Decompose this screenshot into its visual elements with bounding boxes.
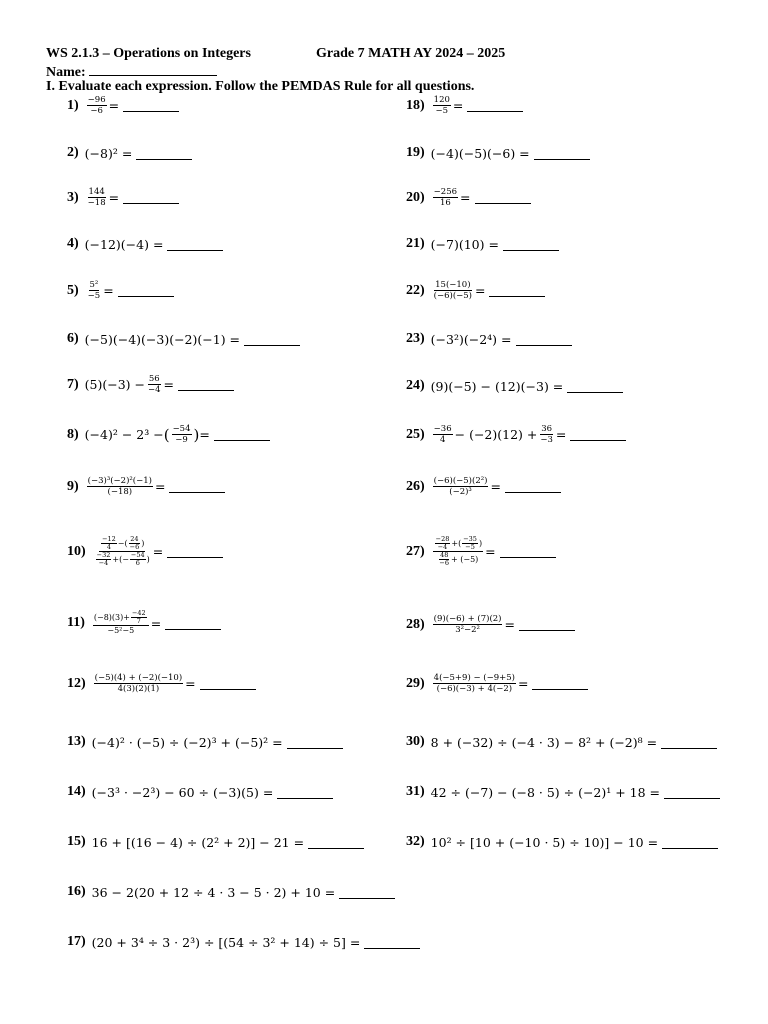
answer-blank[interactable] <box>567 380 623 393</box>
problem-1: 1) $\frac{-96}{-6}$ = <box>67 95 179 116</box>
problem-24: 24) (9)(−5) − (12)(−3) = <box>406 378 623 394</box>
answer-blank[interactable] <box>570 428 626 441</box>
answer-blank[interactable] <box>244 333 300 346</box>
problem-3: 3) $\frac{144}{-18}$ = <box>67 187 179 208</box>
worksheet-title: WS 2.1.3 – Operations on Integers <box>46 46 251 61</box>
answer-blank[interactable] <box>123 191 179 204</box>
expression: (−3³ · −2³) − 60 ÷ (−3)(5) = <box>91 784 274 800</box>
fraction: $\frac{15(-10)}{(-6)(-5)}$ <box>433 280 472 301</box>
complex-fraction: −28 −4 + ( $\frac{-35}{-5}$ ) 48 −6 + (−5) <box>433 536 483 567</box>
expression: 42 ÷ (−7) − (−8 · 5) ÷ (−2)¹ + 18 = <box>430 784 661 800</box>
fraction: $\frac{4(-5+9) - (-9+5)}{(-6)(-3) + 4(-2)}$ <box>433 673 515 694</box>
problem-23: 23) (−3²)(−2⁴) = <box>406 331 572 347</box>
problem-number: 1) <box>67 97 79 113</box>
problem-20: 20) $\frac{-256}{16}$ = <box>406 187 531 208</box>
expression: (−3²)(−2⁴) = <box>430 331 512 347</box>
answer-blank[interactable] <box>664 786 720 799</box>
answer-blank[interactable] <box>662 836 718 849</box>
answer-blank[interactable] <box>178 378 234 391</box>
problem-5: 5) $\frac{\text{5²}}{-5}$ = <box>67 280 174 301</box>
fraction: $\frac{56}{-4}$ <box>148 374 161 395</box>
expression: (−7)(10) = <box>430 236 499 252</box>
answer-blank[interactable] <box>123 99 179 112</box>
answer-blank[interactable] <box>167 238 223 251</box>
problem-26: 26) $\frac{\text{(−6)(−5)(2²)}}{\text{(−2)³}}$ = <box>406 476 561 497</box>
name-line: Name: <box>46 63 217 81</box>
answer-blank[interactable] <box>277 786 333 799</box>
fraction: $\frac{\text{(−3)³(−2)²(−1)}}{(-18)}$ <box>87 476 152 497</box>
expression: (−12)(−4) = <box>84 236 164 252</box>
answer-blank[interactable] <box>287 736 343 749</box>
answer-blank[interactable] <box>519 618 575 631</box>
answer-blank[interactable] <box>167 545 223 558</box>
fraction: $\frac{(9)(-6) + (7)(2)}{\text{3²−2²}}$ <box>433 614 502 635</box>
complex-fraction: (−8)(3)+ $\frac{-42}{7}$ −5²−5 <box>93 610 149 636</box>
instruction: I. Evaluate each expression. Follow the PEMDAS Rule for all questions. <box>46 79 475 94</box>
answer-blank[interactable] <box>467 99 523 112</box>
name-label: Name <box>46 65 81 80</box>
problem-8: 8) (−4)² − 2³ − ( −54 −9 ) = <box>67 424 270 445</box>
answer-blank[interactable] <box>339 886 395 899</box>
problem-10: 10) −12 4 − ( $\frac{24}{-6}$ ) −32 −4 + ( − $\frac{-54}{6}$ ) = <box>67 536 223 567</box>
fraction: −54 −9 <box>172 424 191 445</box>
expression: (20 + 3⁴ ÷ 3 · 2³) ÷ [(54 ÷ 3² + 14) ÷ 5] = <box>91 934 361 950</box>
problem-29: 29) $\frac{4(-5+9) - (-9+5)}{(-6)(-3) + 4(-2)}$ = <box>406 673 588 694</box>
expression: 8 + (−32) ÷ (−4 · 3) − 8² + (−2)⁸ = <box>430 734 658 750</box>
problem-28: 28) $\frac{(9)(-6) + (7)(2)}{\text{3²−2²}}$ = <box>406 614 575 635</box>
problem-12: 12) $\frac{(-5)(4) + (-2)(-10)}{4(3)(2)(1)}$ = <box>67 673 256 694</box>
problem-22: 22) $\frac{15(-10)}{(-6)(-5)}$ = <box>406 280 545 301</box>
expression: (9)(−5) − (12)(−3) = <box>430 378 564 394</box>
answer-blank[interactable] <box>534 147 590 160</box>
expression: (−4)² · (−5) ÷ (−2)³ + (−5)² = <box>91 734 283 750</box>
expression: (−4)(−5)(−6) = <box>430 145 530 161</box>
answer-blank[interactable] <box>500 545 556 558</box>
answer-blank[interactable] <box>661 736 717 749</box>
problem-4: 4) (−12)(−4) = <box>67 236 223 252</box>
fraction: −36 4 <box>433 424 452 445</box>
problem-11: 11) (−8)(3)+ $\frac{-42}{7}$ −5²−5 = <box>67 610 221 636</box>
problem-18: 18) $\frac{120}{-5}$ = <box>406 95 523 116</box>
answer-blank[interactable] <box>364 936 420 949</box>
expression: 16 + [(16 − 4) ÷ (2² + 2)] − 21 = <box>91 834 305 850</box>
answer-blank[interactable] <box>503 238 559 251</box>
problem-21: 21) (−7)(10) = <box>406 236 559 252</box>
answer-blank[interactable] <box>308 836 364 849</box>
problem-7: 7) (5)(−3) − $\frac{56}{-4}$ = <box>67 374 234 395</box>
problem-9: 9) $\frac{\text{(−3)³(−2)²(−1)}}{(-18)}$ = <box>67 476 225 497</box>
name-input[interactable] <box>89 63 217 76</box>
problem-16: 16) 36 − 2(20 + 12 ÷ 4 · 3 − 5 · 2) + 10 = <box>67 884 395 900</box>
fraction: $\frac{144}{-18}$ <box>87 187 106 208</box>
answer-blank[interactable] <box>505 480 561 493</box>
problem-2: 2) (−8)² = <box>67 145 192 161</box>
fraction: $\frac{\text{5²}}{-5}$ <box>87 280 101 301</box>
problem-15: 15) 16 + [(16 − 4) ÷ (2² + 2)] − 21 = <box>67 834 364 850</box>
answer-blank[interactable] <box>200 677 256 690</box>
fraction: $\frac{\text{(−6)(−5)(2²)}}{\text{(−2)³}}$ <box>433 476 488 497</box>
complex-fraction: −12 4 − ( $\frac{24}{-6}$ ) −32 −4 + ( − $\frac{-54}{6}$ ) <box>96 535 150 567</box>
problem-32: 32) 10² ÷ [10 + (−10 · 5) ÷ 10)] − 10 = <box>406 834 718 850</box>
problem-25: 25) −36 4 − (−2)(12) + $\frac{36}{-3}$ = <box>406 424 626 445</box>
answer-blank[interactable] <box>169 480 225 493</box>
answer-blank[interactable] <box>532 677 588 690</box>
problem-6: 6) (−5)(−4)(−3)(−2)(−1) = <box>67 331 300 347</box>
problem-31: 31) 42 ÷ (−7) − (−8 · 5) ÷ (−2)¹ + 18 = <box>406 784 720 800</box>
answer-blank[interactable] <box>516 333 572 346</box>
answer-blank[interactable] <box>165 617 221 630</box>
expression: 36 − 2(20 + 12 ÷ 4 · 3 − 5 · 2) + 10 = <box>91 884 336 900</box>
fraction: $\frac{36}{-3}$ <box>540 424 553 445</box>
answer-blank[interactable] <box>214 428 270 441</box>
course-label: Grade 7 MATH AY 2024 – 2025 <box>316 46 506 61</box>
fraction: $\frac{-96}{-6}$ <box>87 95 106 116</box>
problem-27: 27) −28 −4 + ( $\frac{-35}{-5}$ ) 48 −6 + (−5) = <box>406 536 556 567</box>
problem-13: 13) (−4)² · (−5) ÷ (−2)³ + (−5)² = <box>67 734 343 750</box>
expression: (−5)(−4)(−3)(−2)(−1) = <box>84 331 241 347</box>
problem-19: 19) (−4)(−5)(−6) = <box>406 145 590 161</box>
answer-blank[interactable] <box>489 284 545 297</box>
answer-blank[interactable] <box>118 284 174 297</box>
problem-17: 17) (20 + 3⁴ ÷ 3 · 2³) ÷ [(54 ÷ 3² + 14) ÷ 5] = <box>67 934 420 950</box>
answer-blank[interactable] <box>475 191 531 204</box>
fraction: $\frac{-256}{16}$ <box>433 187 458 208</box>
fraction: $\frac{(-5)(4) + (-2)(-10)}{4(3)(2)(1)}$ <box>94 673 183 694</box>
problem-14: 14) (−3³ · −2³) − 60 ÷ (−3)(5) = <box>67 784 333 800</box>
expression: (−8)² = <box>84 145 133 161</box>
fraction: $\frac{120}{-5}$ <box>433 95 450 116</box>
problem-30: 30) 8 + (−32) ÷ (−4 · 3) − 8² + (−2)⁸ = <box>406 734 717 750</box>
answer-blank[interactable] <box>136 147 192 160</box>
expression: 10² ÷ [10 + (−10 · 5) ÷ 10)] − 10 = <box>430 834 659 850</box>
